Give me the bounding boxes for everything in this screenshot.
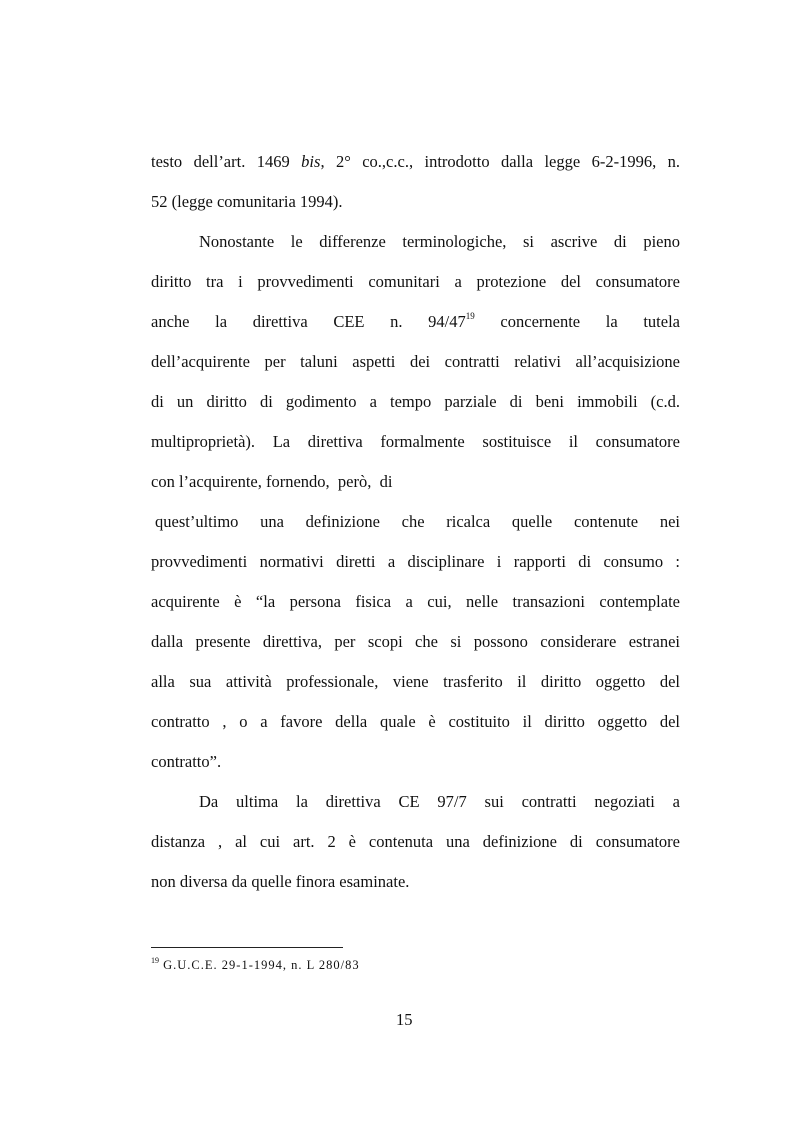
text-line: distanza , al cui art. 2 è contenuta una definizione di consumatore (151, 832, 680, 851)
text-line: contratto , o a favore della quale è costituito il diritto oggetto del (151, 712, 680, 731)
text-segment: concernente la tutela (500, 312, 680, 331)
text-line (151, 152, 680, 174)
text-line: non diversa da quelle finora esaminate. (151, 872, 410, 891)
text-line (151, 312, 680, 334)
text-line: multiproprietà). La direttiva formalmente sostituisce il consumatore (151, 432, 680, 451)
text-segment: testo dell’art. 1469 (151, 152, 302, 171)
page-number: 15 (396, 1010, 413, 1029)
text-line: diritto tra i provvedimenti comunitari a protezione del consumatore (151, 272, 680, 291)
footnote (151, 957, 360, 973)
text-line: contratto”. (151, 752, 222, 771)
text-line: 52 (legge comunitaria 1994). (151, 192, 343, 211)
footnote-marker: 19 (151, 956, 159, 965)
text-segment: , 2° co.,c.c., introdotto dalla legge 6-2-1996, n. (320, 152, 681, 171)
text-line: con l’acquirente, fornendo, però, di (151, 472, 393, 491)
paragraph-first-line: Nonostante le differenze terminologiche, si ascrive di pieno (199, 232, 680, 251)
italic-term: bis (301, 152, 321, 171)
paragraph-first-line: Da ultima la direttiva CE 97/7 sui contratti negoziati a (199, 792, 680, 811)
text-segment: anche la direttiva CEE n. 94/47 (151, 312, 466, 331)
footnote-divider (151, 947, 343, 948)
text-line: quest’ultimo una definizione che ricalca quelle contenute nei (155, 512, 680, 531)
text-line: dalla presente direttiva, per scopi che si possono considerare estranei (151, 632, 680, 651)
text-line: alla sua attività professionale, viene trasferito il diritto oggetto del (151, 672, 680, 691)
text-line: di un diritto di godimento a tempo parziale di beni immobili (c.d. (151, 392, 680, 411)
footnote-reference: 19 (465, 310, 475, 321)
text-line: dell’acquirente per taluni aspetti dei contratti relativi all’acquisizione (151, 352, 680, 371)
footnote-text: G.U.C.E. 29-1-1994, n. L 280/83 (163, 958, 360, 973)
text-line: acquirente è “la persona fisica a cui, nelle transazioni contemplate (151, 592, 680, 611)
text-line: provvedimenti normativi diretti a disciplinare i rapporti di consumo : (151, 552, 680, 571)
